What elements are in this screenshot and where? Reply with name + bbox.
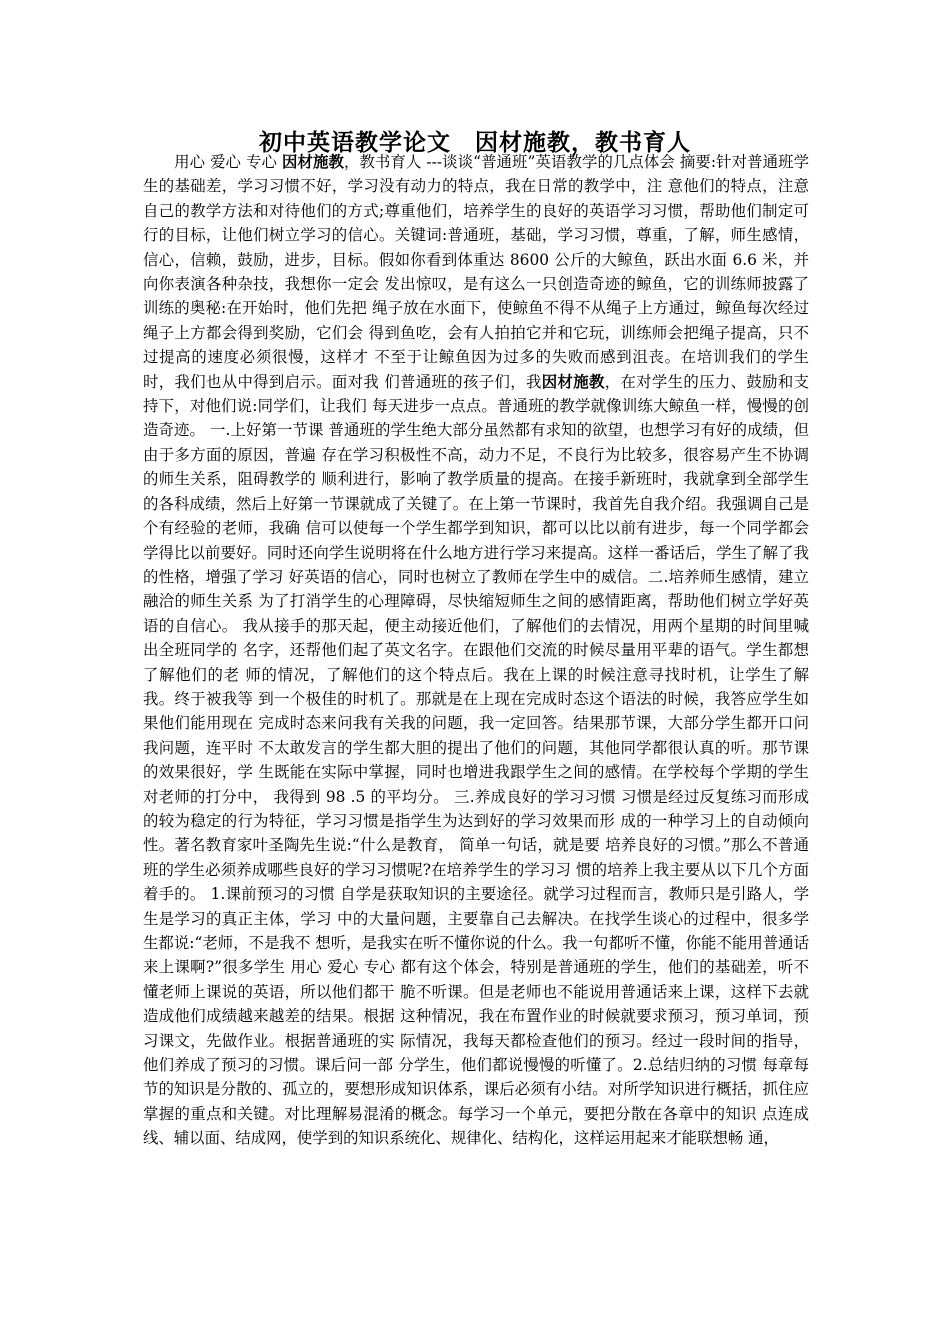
body-bold-keyword-1: 因材施教	[282, 153, 344, 171]
body-text	[143, 150, 809, 1151]
title-part-1: 初中英语教学论文	[259, 129, 451, 156]
body-segment-1: 用心 爱心 专心	[174, 153, 283, 171]
title-part-2: 因材施教，教书育人	[475, 129, 691, 156]
body-bold-keyword-2: 因材施教	[541, 372, 605, 391]
body-segment-2: ，教书育人 ---谈谈“普通班”英语教学的几点体会 摘要:针对普通班学生的基础差，学习习惯不好，学习没有动力的特点，我在日常的教学中，注 意他们的特点，注意自己的教学方法和对待他们的方式;尊重他们，培养学生的良好的英语学习习惯，帮助他们制定可行的目标，让他们树立学习的信心。关键词:普通班，基础，学习习惯，尊重，了解，师生感情，信心，信赖，鼓励，进步，目标。假如你看到体重达 8600 公斤的大鲸鱼，跃出水面 6.6 米，并向你表演各种杂技，我想你一定会 发出惊叹，是有这么一只创造奇迹的鲸鱼，它的训练师披露了训练的奥秘:在开始时，他们先把 绳子放在水面下，使鲸鱼不得不从绳子上方通过，鲸鱼每次经过绳子上方都会得到奖励，它们会 得到鱼吃，会有人拍拍它并和它玩，训练师会把绳子提高，只不过提高的速度必须很慢，这样才 不至于让鲸鱼因为过多的失败而感到沮丧。在培训我们的学生时，我们也从中得到启示。面对我 们普通班的孩子们，我	[143, 153, 809, 391]
body-segment-3: ，在对学生的压力、鼓励和支持下，对他们说:同学们，让我们 每天进步一点点。普通班的教学就像训练大鲸鱼一样，慢慢的创造奇迹。 一.上好第一节课 普通班的学生绝大部分虽然都有求知的欲望，也想学习有好的成绩，但由于多方面的原因，普遍 存在学习积极性不高，动力不足，不良行为比较多，很容易产生不协调的师生关系，阻碍教学的 顺利进行，影响了教学质量的提高。在接手新班时，我就拿到全部学生的各科成绩，然后上好第一节课就成了关键了。在上第一节课时，我首先自我介绍。我强调自己是个有经验的老师，我确 信可以使每一个学生都学到知识，都可以比以前有进步，每一个同学都会学得比以前要好。同时还向学生说明将在什么地方进行学习来提高。这样一番话后，学生了解了我的性格，增强了学习 好英语的信心，同时也树立了教师在学生中的威信。二.培养师生感情，建立融洽的师生关系 为了打消学生的心理障碍，尽快缩短师生之间的感情距离，帮助他们树立学好英语的自信心。 我从接手的那天起，便主动接近他们，了解他们的去情况，用两个星期的时间里喊出全班同学的 名字，还帮他们起了英文名字。在跟他们交流的时候尽量用平辈的语气。学生都想了解他们的老 师的情况，了解他们的这个特点后。我在上课的时候注意寻找时机，让学生了解我。终于被我等 到一个极佳的时机了。那就是在上现在完成时态这个语法的时候，我答应学生如果他们能用现在 完成时态来问我有关我的问题，我一定回答。结果那节课，大部分学生都开口问我问题，连平时 不太敢发言的学生都大胆的提出了他们的问题，其他同学都很认真的听。那节课的效果很好，学 生既能在实际中掌握，同时也增进我跟学生之间的感情。在学校每个学期的学生对老师的打分中， 我得到 98 .5 的平均分。 三.养成良好的学习习惯 习惯是经过反复练习而形成的较为稳定的行为特征，学习习惯是指学生为达到好的学习效果而形 成的一种学习上的自动倾向性。著名教育家叶圣陶先生说:“什么是教育， 简单一句话，就是要 培养良好的习惯。”那么不普通班的学生必须养成哪些良好的学习习惯呢?在培养学生的学习习 惯的培养上我主要从以下几个方面着手的。 1.课前预习的习惯 自学是获取知识的主要途径。就学习过程而言，教师只是引路人，学生是学习的真正主体，学习 中的大量问题，主要靠自己去解决。在找学生谈心的过程中，很多学生都说:“老师，不是我不 想听，是我实在听不懂你说的什么。我一句都听不懂，你能不能用普通话来上课啊?”很多学生 用心 爱心 专心 都有这个体会，特别是普通班的学生，他们的基础差，听不懂老师上课说的英语，所以他们都干 脆不听课。但是老师也不能说用普通话来上课，这样下去就造成他们成绩越来越差的结果。根据 这种情况，我在布置作业的时候就要求预习，预习单词，预习课文，先做作业。根据普通班的实 际情况，我每天都检查他们的预习。经过一段时间的指导，他们养成了预习的习惯。课后问一部 分学生，他们都说慢慢的听懂了。2.总结归纳的习惯 每章每节的知识是分散的、孤立的，要想形成知识体系，课后必须有小结。对所学知识进行概括，抓住应掌握的重点和关键。对比理解易混淆的概念。每学习一个单元，要把分散在各章中的知识 点连成线、辅以面、结成网，使学到的知识系统化、规律化、结构化，这样运用起来才能联想畅 通，	[143, 372, 809, 1148]
